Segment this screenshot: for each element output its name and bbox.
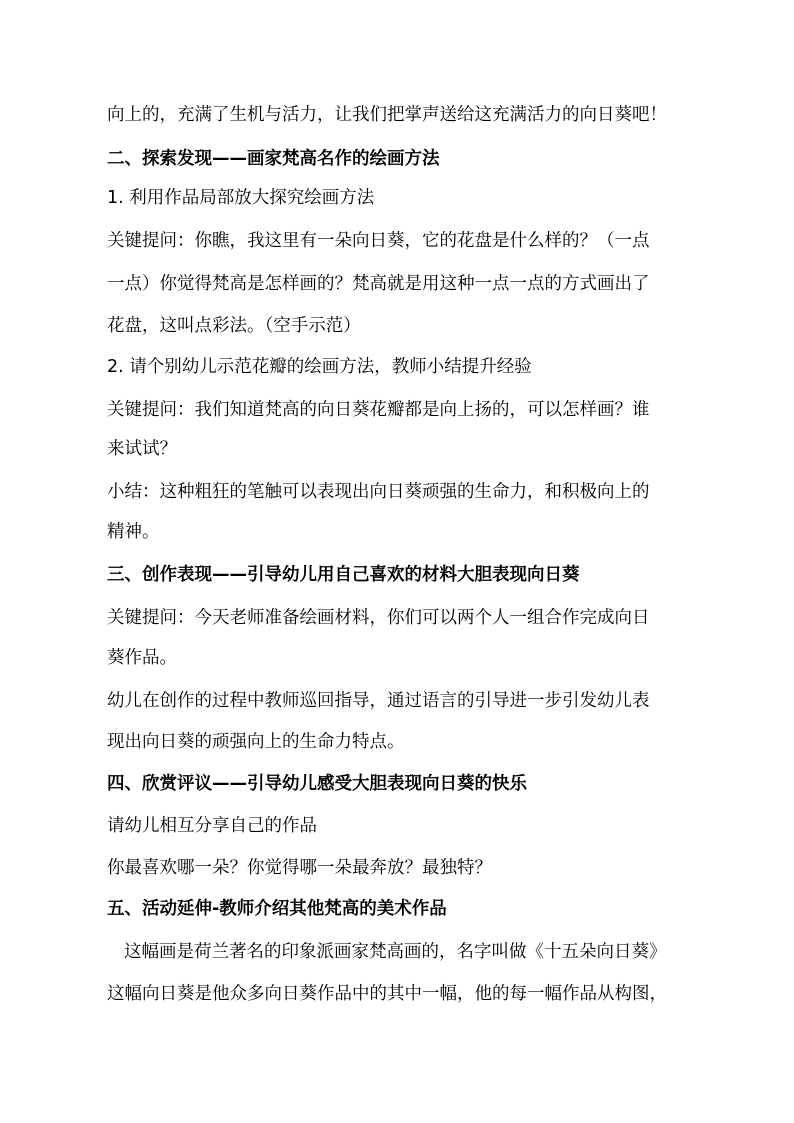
paragraph-line: 葵作品。 [107,648,177,668]
subsection-item: 2. 请个别幼儿示范花瓣的绘画方法，教师小结提升经验 [107,357,532,377]
paragraph-line: 精神。 [107,522,160,542]
section-heading: 五、活动延伸-教师介绍其他梵高的美术作品 [107,899,447,919]
section-heading: 三、创作表现——引导幼儿用自己喜欢的材料大胆表现向日葵 [107,565,580,585]
paragraph-line: 关键提问：你瞧，我这里有一朵向日葵，它的花盘是什么样的？（一点 [107,231,650,251]
paragraph-line: 现出向日葵的顽强向上的生命力特点。 [107,732,405,752]
paragraph-line: 来试试？ [107,439,177,459]
section-heading: 二、探索发现——画家梵高名作的绘画方法 [107,149,440,169]
paragraph-line: 关键提问：今天老师准备绘画材料，你们可以两个人一组合作完成向日 [107,608,650,628]
paragraph-line: 一点）你觉得梵高是怎样画的？梵高就是用这种一点一点的方式画出了 [107,274,650,294]
paragraph-line: 关键提问：我们知道梵高的向日葵花瓣都是向上扬的，可以怎样画？谁 [107,400,650,420]
paragraph-line: 花盘，这叫点彩法。（空手示范） [107,316,361,336]
paragraph-line: 请幼儿相互分享自己的作品 [107,816,317,836]
paragraph-line: 你最喜欢哪一朵？你觉得哪一朵最奔放？最独特？ [107,858,492,878]
subsection-item: 1. 利用作品局部放大探究绘画方法 [107,188,375,208]
paragraph-line: 幼儿在创作的过程中教师巡回指导，通过语言的引导进一步引发幼儿表 [107,691,650,711]
paragraph-line: 这幅向日葵是他众多向日葵作品中的其中一幅，他的每一幅作品从构图， [107,984,667,1004]
section-heading: 四、欣赏评议——引导幼儿感受大胆表现向日葵的快乐 [107,774,527,794]
paragraph-line: 向上的，充满了生机与活力，让我们把掌声送给这充满活力的向日葵吧！ [107,105,667,125]
paragraph-line: 这幅画是荷兰著名的印象派画家梵高画的，名字叫做《十五朵向日葵》 [124,942,667,962]
paragraph-line: 小结：这种粗狂的笔触可以表现出向日葵顽强的生命力，和积极向上的 [107,482,650,502]
